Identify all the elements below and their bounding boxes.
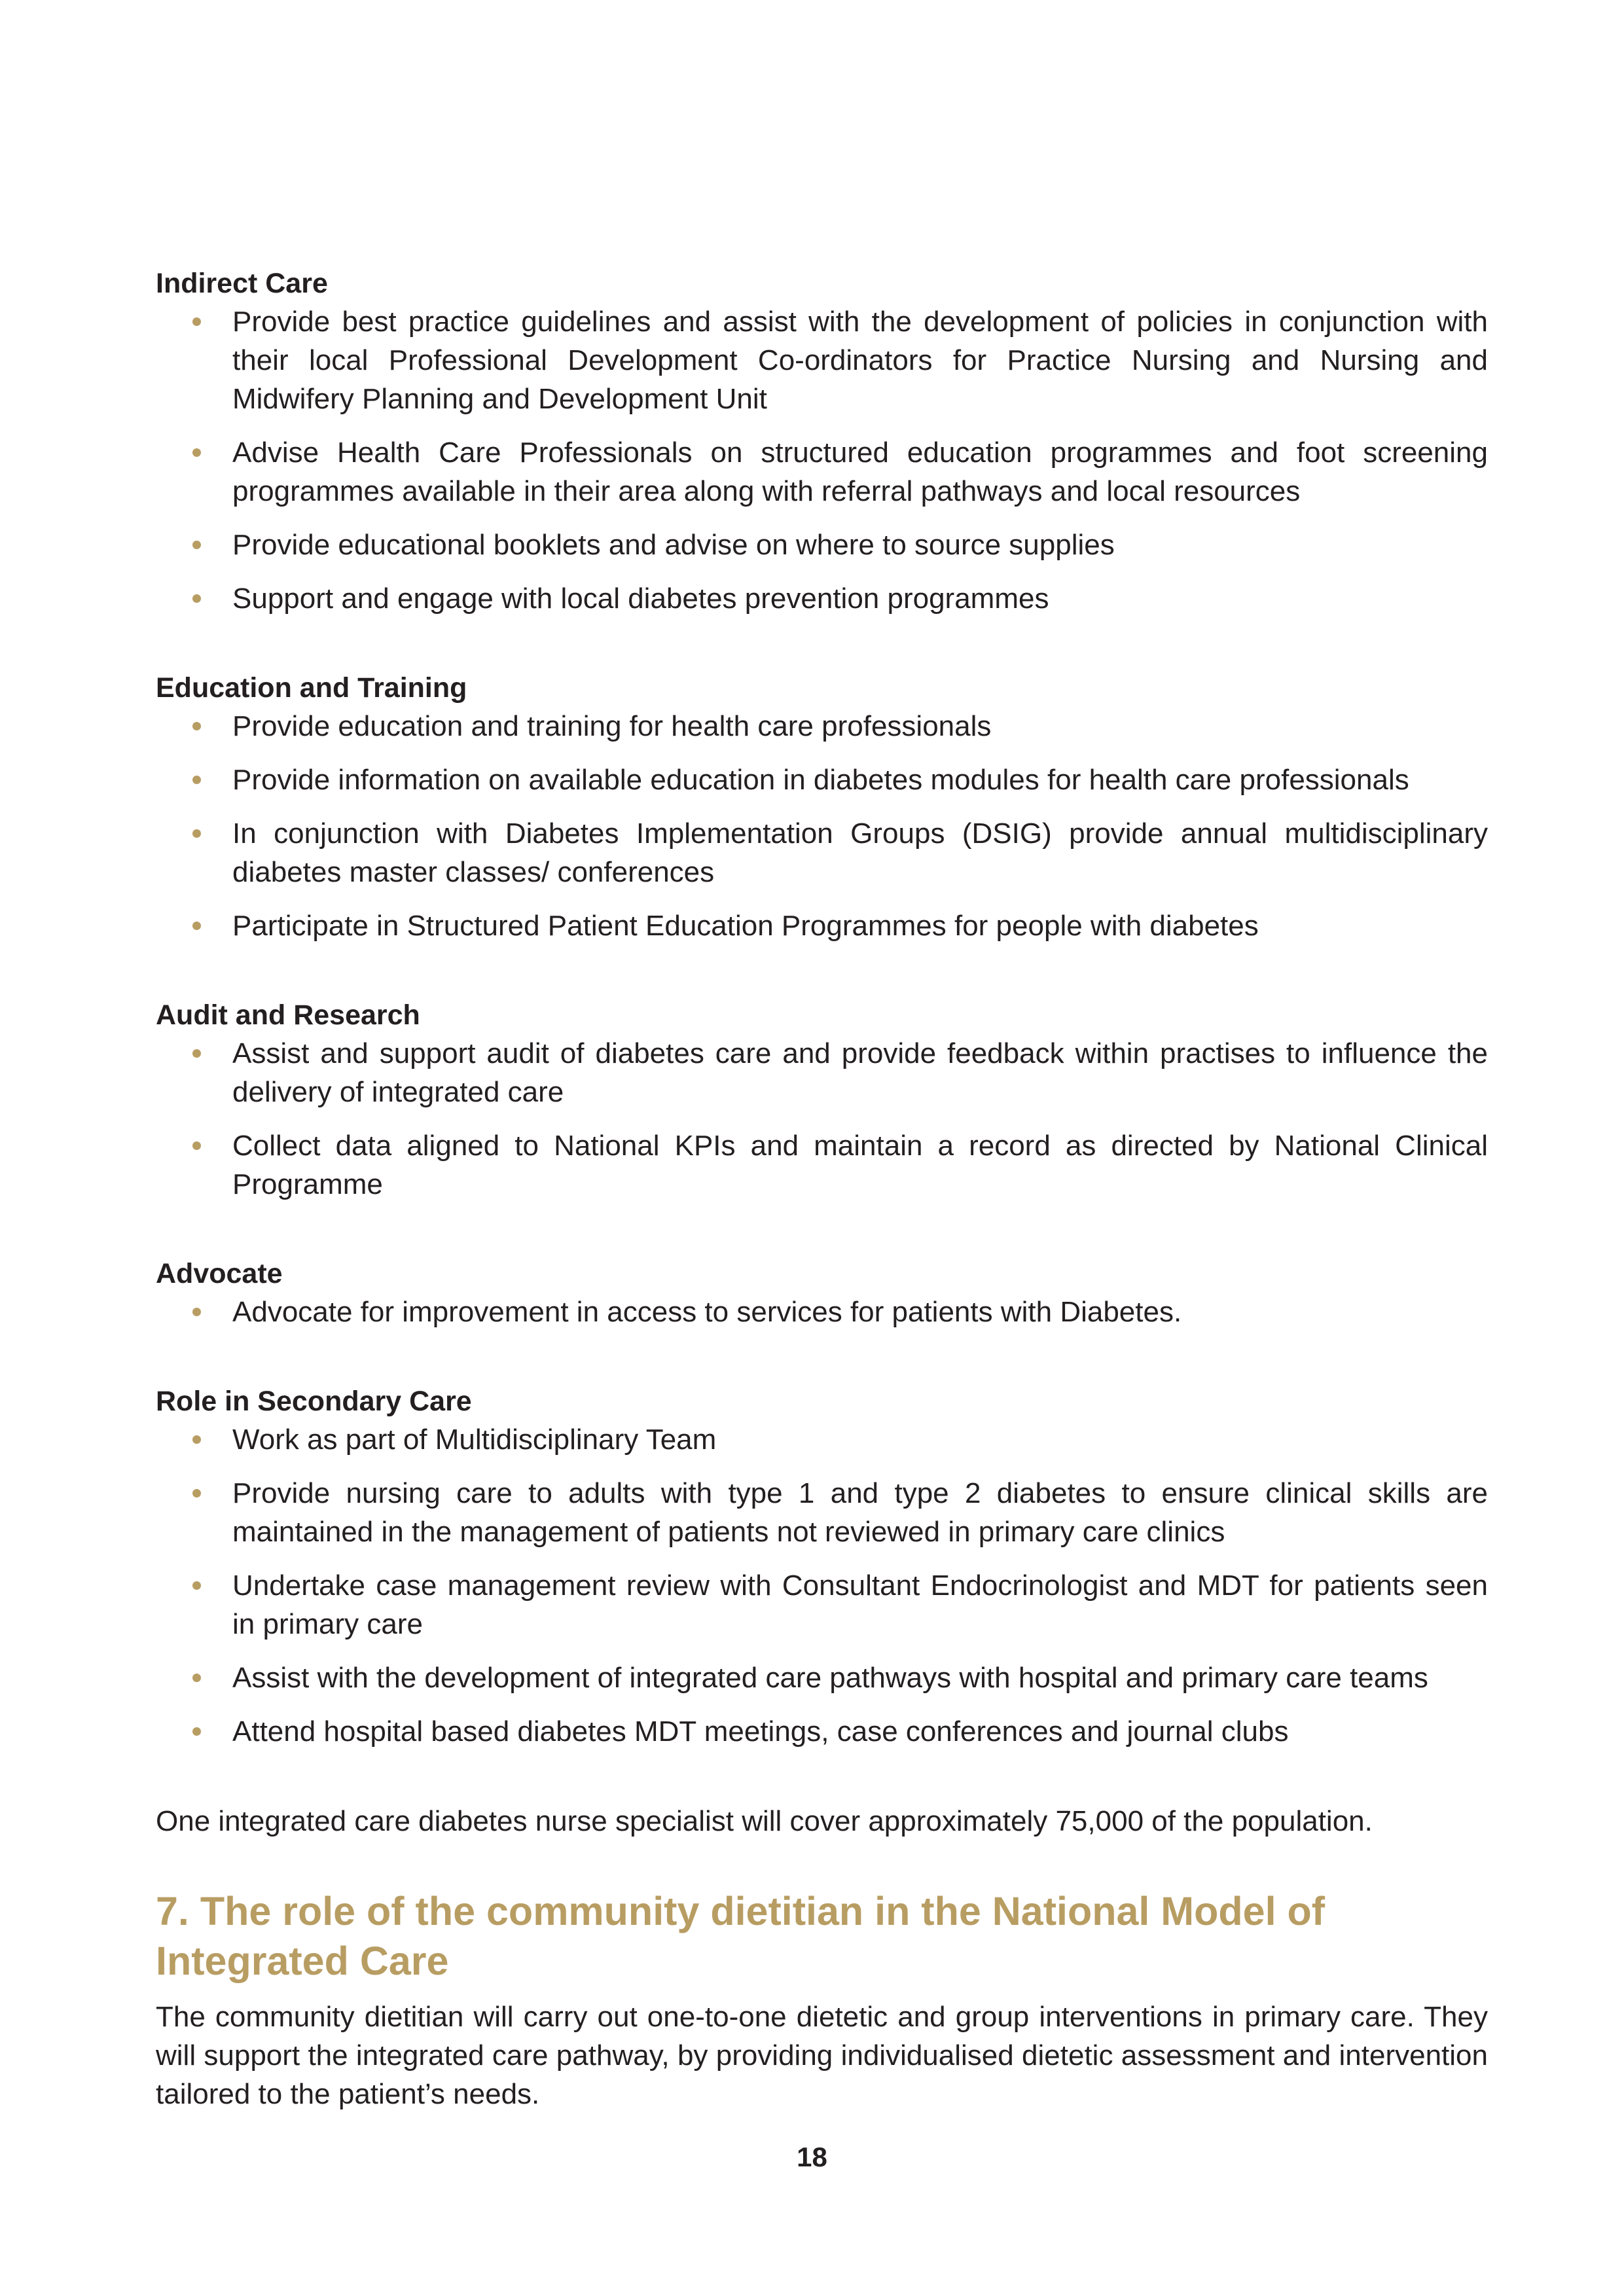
section-audit-and-research	[156, 996, 1488, 1204]
list-item-text: Provide nursing care to adults with type 1 and type 2 diabetes to ensure clinical skills are maintained in the management of patients not reviewed in primary care clinics	[232, 1477, 1488, 1548]
bullet-dot-icon	[192, 448, 201, 457]
bullet-dot-icon	[192, 541, 201, 549]
list-item	[156, 1034, 1488, 1111]
list-item-text: Assist and support audit of diabetes care and provide feedback within practises to influence the delivery of integrated care	[232, 1037, 1488, 1108]
section-indirect-care	[156, 264, 1488, 618]
list-item-text: Attend hospital based diabetes MDT meetings, case conferences and journal clubs	[232, 1715, 1289, 1748]
list-item-text: Assist with the development of integrated care pathways with hospital and primary care teams	[232, 1662, 1428, 1694]
list-item-text: Advocate for improvement in access to services for patients with Diabetes.	[232, 1296, 1182, 1328]
list-item	[156, 906, 1488, 945]
bullet-dot-icon	[192, 1581, 201, 1590]
bullet-dot-icon	[192, 922, 201, 930]
list-item	[156, 814, 1488, 891]
bullet-dot-icon	[192, 829, 201, 838]
bullet-list	[156, 1293, 1488, 1331]
list-item-text: Support and engage with local diabetes prevention programmes	[232, 583, 1049, 615]
bullet-dot-icon	[192, 776, 201, 784]
list-item-text: Provide best practice guidelines and assist with the development of policies in conjunction with their local Professional Development Co-ordinators for Practice Nursing and Nursing and Midwifery Planning and Development Unit	[232, 306, 1488, 415]
section-education-and-training	[156, 669, 1488, 945]
list-item	[156, 302, 1488, 418]
list-item-text: Work as part of Multidisciplinary Team	[232, 1424, 717, 1456]
bullet-dot-icon	[192, 1674, 201, 1682]
list-item-text: In conjunction with Diabetes Implementation Groups (DSIG) provide annual multidisciplinary diabetes master classes/ conferences	[232, 817, 1488, 888]
list-item	[156, 1712, 1488, 1751]
section-heading: Education and Training	[156, 672, 467, 704]
list-item	[156, 707, 1488, 745]
coverage-statement: One integrated care diabetes nurse specialist will cover approximately 75,000 of the population.	[156, 1805, 1373, 1837]
page-number: 18	[797, 2142, 827, 2172]
list-item	[156, 1293, 1488, 1331]
chapter-body: The community dietitian will carry out one-to-one dietetic and group interventions in primary care. They will support the integrated care pathway, by providing individualised dietetic assessment and intervention tailored to the patient’s needs.	[156, 2001, 1488, 2110]
section-role-in-secondary-care	[156, 1382, 1488, 1751]
bullet-dot-icon	[192, 1308, 201, 1316]
bullet-list	[156, 302, 1488, 618]
list-item	[156, 1659, 1488, 1697]
list-item	[156, 1420, 1488, 1459]
list-item	[156, 1126, 1488, 1204]
bullet-dot-icon	[192, 1489, 201, 1498]
list-item	[156, 526, 1488, 564]
section-heading: Audit and Research	[156, 999, 420, 1031]
chapter-heading: 7. The role of the community dietitian in the National Model of Integrated Care	[156, 1889, 1326, 1983]
list-item	[156, 1566, 1488, 1643]
list-item-text: Undertake case management review with Consultant Endocrinologist and MDT for patients seen in primary care	[232, 1570, 1488, 1640]
list-item	[156, 761, 1488, 799]
section-advocate	[156, 1255, 1488, 1331]
list-item-text: Collect data aligned to National KPIs and maintain a record as directed by National Clinical Programme	[232, 1130, 1488, 1200]
section-heading: Advocate	[156, 1258, 283, 1289]
list-item	[156, 1474, 1488, 1551]
list-item-text: Advise Health Care Professionals on structured education programmes and foot screening programmes available in their area along with referral pathways and local resources	[232, 437, 1488, 507]
list-item	[156, 433, 1488, 511]
bullet-dot-icon	[192, 1727, 201, 1736]
list-item-text: Participate in Structured Patient Education Programmes for people with diabetes	[232, 910, 1259, 942]
list-item-text: Provide educational booklets and advise on where to source supplies	[232, 529, 1115, 561]
bullet-list	[156, 1420, 1488, 1751]
bullet-dot-icon	[192, 1141, 201, 1150]
page-content	[156, 264, 1488, 2113]
bullet-dot-icon	[192, 1049, 201, 1058]
section-heading: Indirect Care	[156, 268, 328, 299]
bullet-dot-icon	[192, 317, 201, 326]
list-item-text: Provide information on available education in diabetes modules for health care professionals	[232, 764, 1409, 796]
bullet-dot-icon	[192, 594, 201, 603]
bullet-list	[156, 707, 1488, 945]
bullet-dot-icon	[192, 1435, 201, 1444]
list-item-text: Provide education and training for health care professionals	[232, 710, 992, 742]
section-heading: Role in Secondary Care	[156, 1386, 472, 1417]
bullet-dot-icon	[192, 722, 201, 730]
list-item	[156, 579, 1488, 618]
bullet-list	[156, 1034, 1488, 1204]
